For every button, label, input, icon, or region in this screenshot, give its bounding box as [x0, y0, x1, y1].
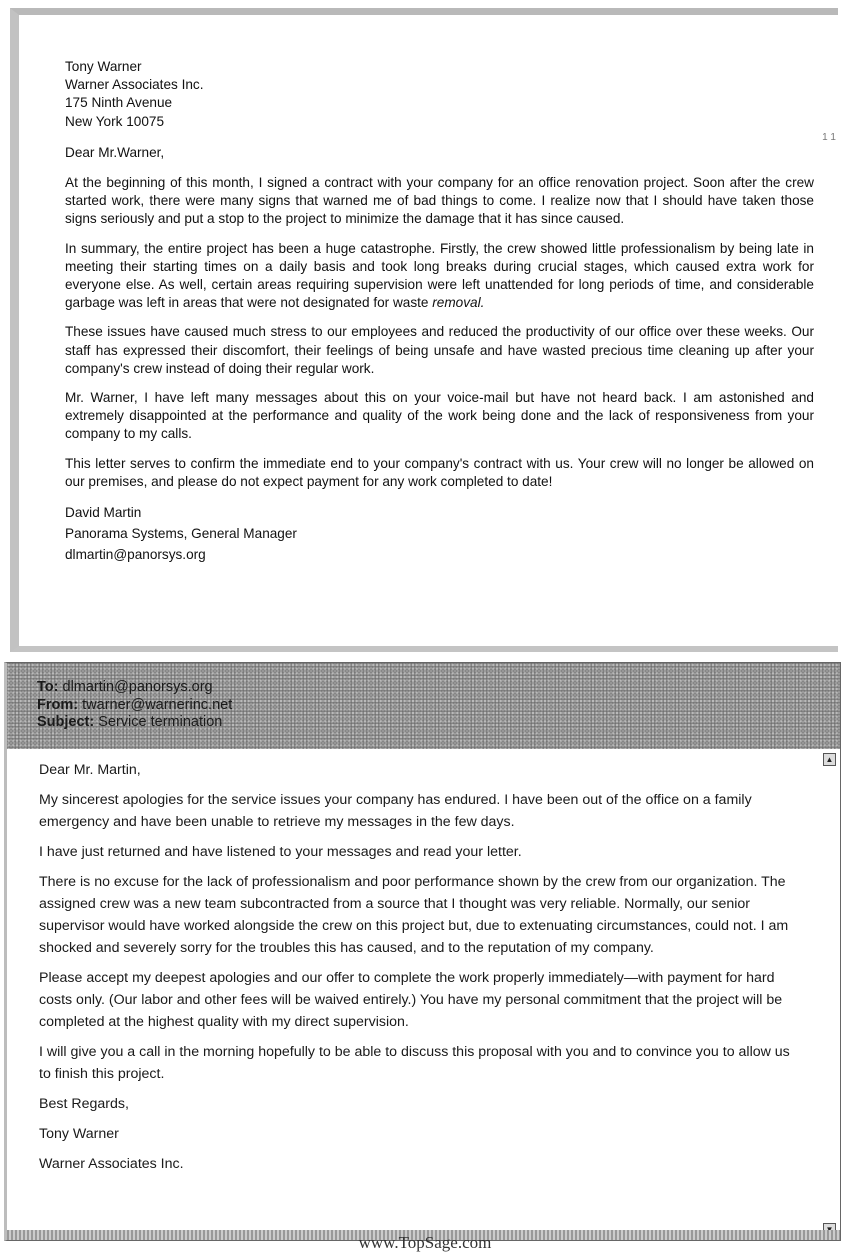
letter-paragraph: At the beginning of this month, I signed a contract with your company for an office renovation project. Soon after the crew started work, there were many signs that warned me of bad things to come. I realize now that I should have taken those signs seriously and put a stop to the project to minimize the damage that it has since caused.: [65, 175, 814, 227]
address-line: Tony Warner: [65, 59, 142, 74]
address-line: New York 10075: [65, 113, 165, 129]
address-line: Warner Associates Inc.: [65, 77, 204, 93]
scroll-up-arrow-icon[interactable]: ▲: [823, 753, 836, 766]
letter-signature: [65, 502, 814, 565]
sender-address-block: [65, 58, 814, 131]
email-paragraph: There is no excuse for the lack of professionalism and poor performance shown by the crew from our organization. The assigned crew was a new team subcontracted from a source that I thought was very reliable. Normally, our senior supervisor would have worked alongside the crew on this project but, due to extenuating circumstances, could not. I am shocked and severely sorry for the troubles this has caused, and to the reputation of my company.: [39, 874, 789, 956]
letter: [10, 8, 838, 652]
to-row: [37, 679, 840, 697]
letter-paragraph: These issues have caused much stress to our employees and reduced the productivity of our office over these weeks. Our staff has expressed their discomfort, their feelings of being unsafe and have wasted precious time cleaning up after your company's crew instead of doing their regular work.: [65, 324, 814, 376]
email-paragraph: Please accept my deepest apologies and our offer to complete the work properly immediately—with payment for hard costs only. (Our labor and other fees will be waived entirely.) You have my personal commitment that the project will be completed at the highest quality with my direct supervision.: [39, 970, 783, 1030]
subject-row: [37, 714, 840, 732]
address-line: 175 Ninth Avenue: [65, 95, 173, 111]
watermark: www.TopSage.com: [358, 1233, 492, 1252]
email-signature: [39, 1093, 802, 1175]
signature-name: David Martin: [65, 505, 142, 521]
email-window: [4, 662, 841, 1241]
from-label: From:: [37, 696, 79, 713]
margin-mark: 1 1: [822, 132, 836, 143]
letter-paragraph: [65, 240, 814, 313]
to-label: To:: [37, 679, 59, 695]
email-header: [7, 663, 840, 749]
email-body: [7, 749, 824, 1226]
from-value: twarner@warnerinc.net: [82, 696, 233, 713]
from-row: [37, 697, 840, 715]
letter-paragraph: This letter serves to confirm the immediate end to your company's contract with us. Your crew will no longer be allowed on our premises, and please do not expect payment for any work completed to date!: [65, 455, 814, 489]
italic-word: removal.: [432, 295, 485, 311]
to-value: dlmartin@panorsys.org: [62, 679, 213, 695]
letter-paragraph-text: In summary, the entire project has been a huge catastrophe. Firstly, the crew showed little professionalism by being late in meeting their starting times on a daily basis and took long breaks during crucial stages, which caused extra work for everyone else. As well, certain areas requiring supervision were left unattended for long periods of time, and considerable garbage was left in areas that were not designated for waste: [65, 240, 814, 311]
email-paragraph: My sincerest apologies for the service issues your company has endured. I have been out of the office on a family emergency and have been unable to retrieve my messages in the few days.: [39, 792, 752, 830]
email-signature-name: Tony Warner: [39, 1126, 119, 1142]
letter-paragraph: Mr. Warner, I have left many messages about this on your voice-mail but have not heard back. I am astonished and extremely disappointed at the performance and quality of the work being done and the lack of responsiveness from your company to my calls.: [65, 390, 814, 442]
signature-title: Panorama Systems, General Manager: [65, 526, 297, 542]
signature-email: dlmartin@panorsys.org: [65, 547, 206, 563]
email-paragraph: I will give you a call in the morning hopefully to be able to discuss this proposal with you and to convince you to allow us to finish this project.: [39, 1044, 790, 1082]
email-signature-company: Warner Associates Inc.: [39, 1156, 184, 1172]
letter-salutation: Dear Mr.Warner,: [65, 144, 165, 160]
subject-value: Service termination: [98, 714, 223, 730]
email-paragraph: I have just returned and have listened to your messages and read your letter.: [39, 844, 522, 860]
email-greeting: Dear Mr. Martin,: [39, 762, 141, 778]
email-closing: Best Regards,: [39, 1096, 129, 1112]
subject-label: Subject:: [37, 714, 95, 730]
